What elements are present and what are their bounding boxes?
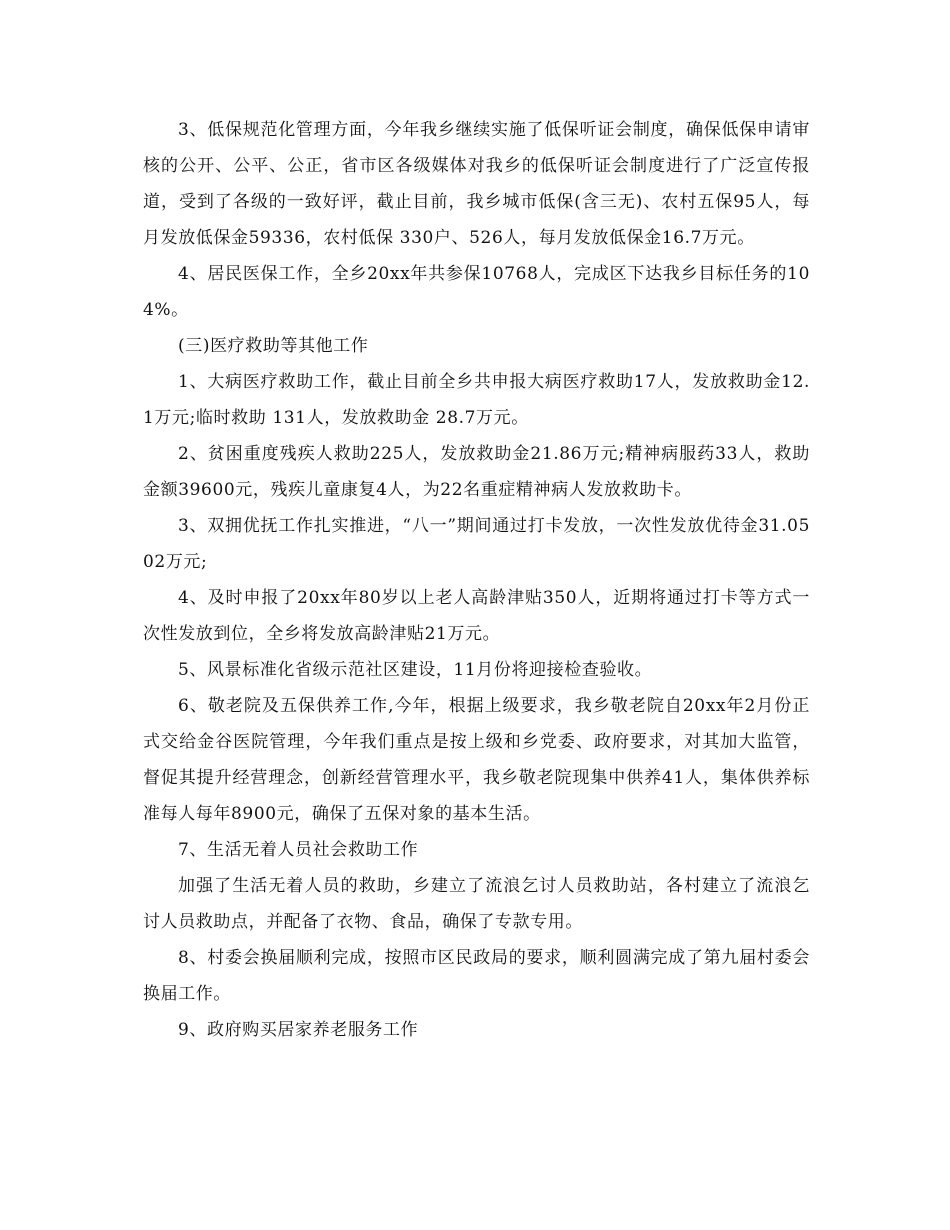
- document-page: [143, 112, 810, 1048]
- paragraph-low-income-management: 3、低保规范化管理方面，今年我乡继续实施了低保听证会制度，确保低保申请审核的公开、公平、公正，省市区各级媒体对我乡的低保听证会制度进行了广泛宣传报道，受到了各级的一致好评，截止目前，我乡城市低保(含三无)、农村五保95人，每月发放低保金59336，农村低保 330户、526人，每月发放低保金16.7万元。: [143, 120, 810, 248]
- paragraph-community-construction: 5、风景标准化省级示范社区建设，11月份将迎接检查验收。: [178, 660, 653, 680]
- paragraph-major-illness-aid: 1、大病医疗救助工作，截止目前全乡共申报大病医疗救助17人，发放救助金12.1万元;临时救助 131人，发放救助金 28.7万元。: [143, 372, 810, 428]
- paragraph-disability-aid: 2、贫困重度残疾人救助225人，发放救助金21.86万元;精神病服药33人，救助金额39600元，残疾儿童康复4人，为22名重症精神病人发放救助卡。: [143, 444, 810, 500]
- section-heading-medical-aid: (三)医疗救助等其他工作: [178, 336, 369, 356]
- paragraph-elderly-allowance: 4、及时申报了20xx年80岁以上老人高龄津贴350人，近期将通过打卡等方式一次性发放到位，全乡将发放高龄津贴21万元。: [143, 588, 810, 644]
- paragraph-village-election: 8、村委会换届顺利完成，按照市区民政局的要求，顺利圆满完成了第九届村委会换届工作。: [143, 948, 810, 1004]
- paragraph-nursing-home: 6、敬老院及五保供养工作,今年，根据上级要求，我乡敬老院自20xx年2月份正式交给金谷医院管理，今年我们重点是按上级和乡党委、政府要求，对其加大监管，督促其提升经营理念，创新经营管理水平，我乡敬老院现集中供养41人，集体供养标准每人每年8900元，确保了五保对象的基本生活。: [143, 696, 810, 824]
- paragraph-home-elderly-care: 9、政府购买居家养老服务工作: [178, 1020, 419, 1040]
- paragraph-medical-insurance: 4、居民医保工作，全乡20xx年共参保10768人，完成区下达我乡目标任务的104%。: [143, 264, 810, 320]
- paragraph-homeless-aid: 加强了生活无着人员的救助，乡建立了流浪乞讨人员救助站，各村建立了流浪乞讨人员救助点，并配备了衣物、食品，确保了专款专用。: [143, 876, 810, 932]
- paragraph-homeless-aid-heading: 7、生活无着人员社会救助工作: [178, 840, 419, 860]
- paragraph-military-support: 3、双拥优抚工作扎实推进，“八一”期间通过打卡发放，一次性发放优待金31.0502万元;: [143, 516, 810, 572]
